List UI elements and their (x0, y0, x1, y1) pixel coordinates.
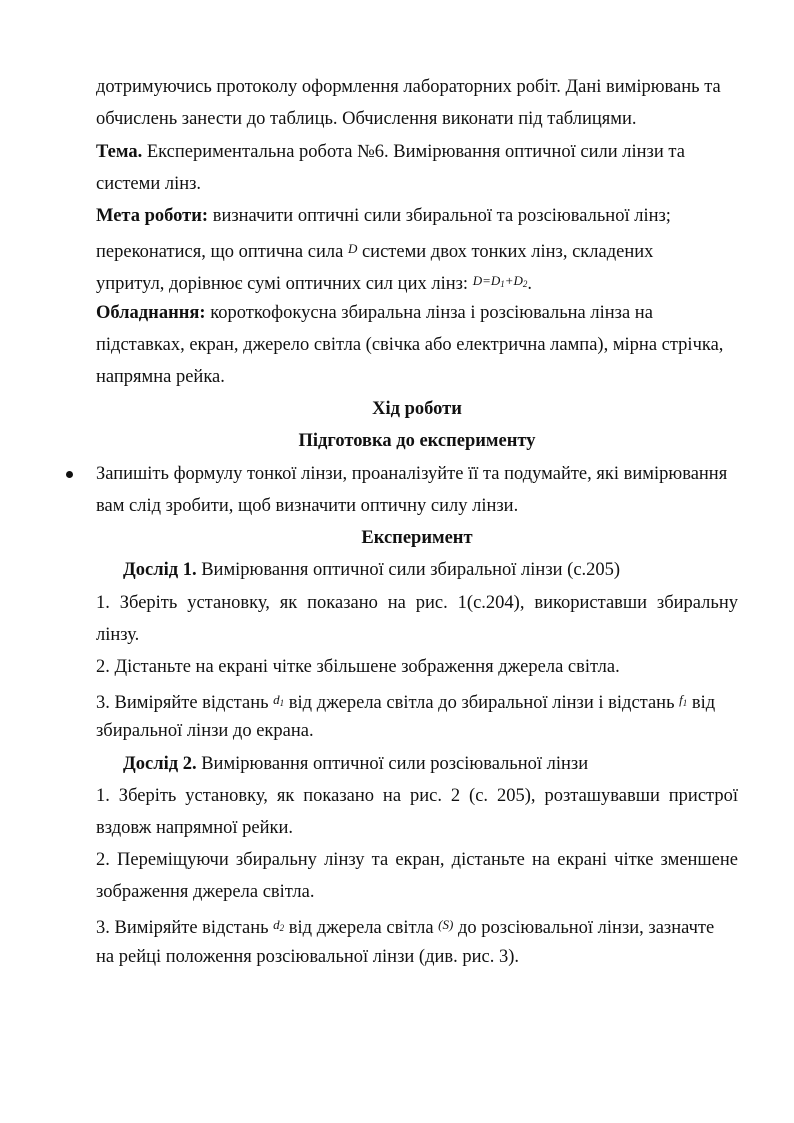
exp2-step3-text-c: до розсіювальної лінзи, зазначте (453, 918, 715, 938)
heading-procedure: Хід роботи (372, 399, 462, 419)
exp2-step1-line1: 1. Зберіть установку, як показано на рис. 2 (с. 205), розташувавши пристрої (96, 786, 738, 806)
bullet-icon (66, 471, 73, 478)
exp1-step3-text-c: від (687, 693, 716, 713)
goal-line-2 (96, 233, 653, 269)
math-d2: d2 (273, 917, 285, 933)
exp1-step2: 2. Дістаньте на екрані чітке збільшене зображення джерела світла. (96, 657, 620, 677)
bullet-line-2: вам слід зробити, щоб визначити оптичну силу лінзи. (96, 496, 519, 516)
exp2-step2-line2: зображення джерела світла. (96, 882, 315, 902)
exp1-title (123, 555, 620, 587)
equipment-line-2: підставках, екран, джерело світла (свічка або електрична лампа), мірна стрічка, (96, 335, 724, 355)
goal-line-1 (96, 201, 671, 233)
goal-text-3a: упритул, дорівнює сумі оптичних сил цих лінз: (96, 274, 473, 294)
exp1-step3-text-a: 3. Виміряйте відстань (96, 693, 274, 713)
goal-line-3 (96, 265, 532, 301)
topic-label: Тема. (96, 142, 143, 162)
math-symbol-d: D (347, 241, 358, 256)
intro-line-2: обчислень занести до таблиць. Обчислення виконати під таблицями. (96, 109, 637, 129)
topic-line-1 (96, 137, 685, 169)
topic-line-2: системи лінз. (96, 174, 202, 194)
goal-text-3b: . (527, 274, 533, 294)
intro-line-1: дотримуючись протоколу оформлення лабораторних робіт. Дані вимірювань та (96, 77, 721, 97)
equipment-text: короткофокусна збиральна лінза і розсіювальна лінза на (205, 303, 653, 323)
goal-label: Мета роботи: (96, 206, 209, 226)
math-s: (S) (438, 917, 454, 932)
heading-preparation: Підготовка до експерименту (298, 431, 536, 451)
exp1-step3-line2: збиральної лінзи до екрана. (96, 721, 314, 741)
heading-experiment: Експеримент (361, 528, 473, 548)
equipment-line-3: напрямна рейка. (96, 367, 225, 387)
exp2-label: Дослід 2. (123, 754, 197, 774)
exp2-step3-text-b: від джерела світла (284, 918, 439, 938)
exp1-title-text: Вимірювання оптичної сили збиральної лінзи (с.205) (196, 560, 621, 580)
equipment-label: Обладнання: (96, 303, 206, 323)
exp1-step3-line1 (96, 684, 715, 720)
exp1-step1-line2: лінзу. (96, 625, 140, 645)
exp2-step3-text-a: 3. Виміряйте відстань (96, 918, 274, 938)
equipment-line-1 (96, 298, 653, 330)
exp2-step3-line2: на рейці положення розсіювальної лінзи (див. рис. 3). (96, 947, 520, 967)
topic-text: Експериментальна робота №6. Вимірювання оптичної сили лінзи та (142, 142, 685, 162)
exp2-title-text: Вимірювання оптичної сили розсіювальної лінзи (196, 754, 589, 774)
exp2-step2-line1: 2. Переміщуючи збиральну лінзу та екран, дістаньте на екрані чітке зменшене (96, 850, 738, 870)
goal-text-2a: переконатися, що оптична сила (96, 242, 348, 262)
formula: D=D1+D2 (472, 273, 528, 289)
exp2-title (123, 749, 588, 781)
goal-text: визначити оптичні сили збиральної та розсіювальної лінз; (208, 206, 671, 226)
math-f1: f1 (679, 692, 688, 708)
goal-text-2b: системи двох тонких лінз, складених (357, 242, 654, 262)
exp1-step1-line1: 1. Зберіть установку, як показано на рис. 1(с.204), використавши збиральну (96, 593, 738, 613)
exp2-step1-line2: вздовж напрямної рейки. (96, 818, 294, 838)
exp1-step3-text-b: від джерела світла до збиральної лінзи і відстань (284, 693, 680, 713)
exp2-step3-line1 (96, 909, 714, 945)
exp1-label: Дослід 1. (123, 560, 197, 580)
math-d1: d1 (273, 692, 285, 708)
bullet-line-1: Запишіть формулу тонкої лінзи, проаналізуйте її та подумайте, які вимірювання (96, 464, 728, 484)
